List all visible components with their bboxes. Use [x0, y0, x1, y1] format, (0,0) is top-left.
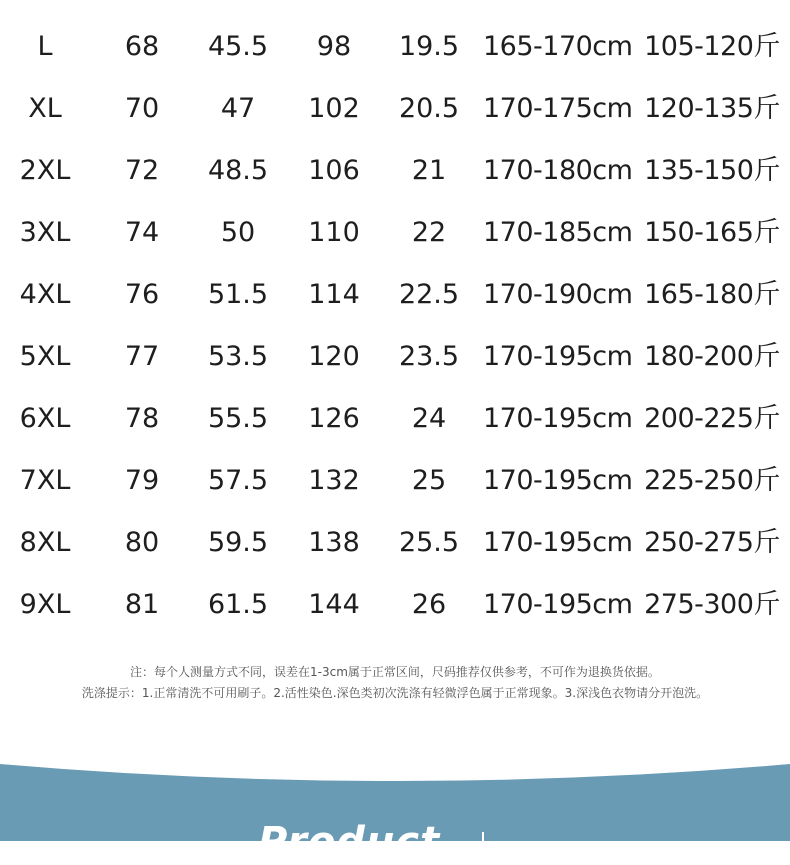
table-cell: 48.5 — [207, 155, 269, 186]
table-cell: 165-170cm — [483, 31, 633, 62]
table-cell: 25 — [411, 465, 447, 496]
table-cell: 98 — [316, 31, 352, 62]
table-cell: L — [37, 31, 53, 62]
table-row — [0, 16, 790, 78]
table-cell: 150-165斤 — [644, 217, 780, 248]
table-row — [0, 574, 790, 636]
table-cell: 170-195cm — [483, 527, 633, 558]
table-cell: 200-225斤 — [644, 403, 780, 434]
table-cell: 76 — [124, 279, 160, 310]
table-cell: 126 — [308, 403, 360, 434]
table-cell: 170-195cm — [483, 341, 633, 372]
table-row — [0, 140, 790, 202]
table-cell: 50 — [220, 217, 256, 248]
table-cell: 53.5 — [207, 341, 269, 372]
table-cell: 170-175cm — [483, 93, 633, 124]
table-cell: 106 — [308, 155, 360, 186]
table-cell: 170-195cm — [483, 465, 633, 496]
table-row — [0, 264, 790, 326]
table-cell: 135-150斤 — [644, 155, 780, 186]
table-cell: 68 — [124, 31, 160, 62]
table-cell: 114 — [308, 279, 360, 310]
table-cell: 170-180cm — [483, 155, 633, 186]
table-row — [0, 450, 790, 512]
washing-tips: 洗涤提示：1.正常清洗不可用刷子。2.活性染色.深色类初次洗涤有轻微浮色属于正常现象。3.深浅色衣物请分开泡洗。 — [81, 686, 709, 700]
table-cell: 25.5 — [398, 527, 460, 558]
table-cell: 81 — [124, 589, 160, 620]
table-cell: 47 — [220, 93, 256, 124]
footer-divider — [482, 832, 484, 844]
table-cell: 225-250斤 — [644, 465, 780, 496]
table-cell: 4XL — [19, 279, 71, 310]
table-cell: 21 — [411, 155, 447, 186]
table-cell: 8XL — [19, 527, 71, 558]
table-cell: 6XL — [19, 403, 71, 434]
table-cell: 138 — [308, 527, 360, 558]
table-cell: 170-195cm — [483, 403, 633, 434]
table-cell: 78 — [124, 403, 160, 434]
table-cell: 250-275斤 — [644, 527, 780, 558]
notes — [0, 662, 790, 704]
table-cell: 22 — [411, 217, 447, 248]
table-cell: 120-135斤 — [644, 93, 780, 124]
footer-title: Product — [258, 819, 441, 865]
table-cell: 180-200斤 — [644, 341, 780, 372]
table-cell: 51.5 — [207, 279, 269, 310]
table-cell: 55.5 — [207, 403, 269, 434]
table-row — [0, 512, 790, 574]
table-row — [0, 326, 790, 388]
table-cell: 165-180斤 — [644, 279, 780, 310]
table-cell: 23.5 — [398, 341, 460, 372]
table-cell: 24 — [411, 403, 447, 434]
table-cell: 26 — [411, 589, 447, 620]
table-cell: 80 — [124, 527, 160, 558]
table-cell: 170-185cm — [483, 217, 633, 248]
size-table — [0, 16, 790, 636]
table-cell: 74 — [124, 217, 160, 248]
table-cell: 57.5 — [207, 465, 269, 496]
table-cell: 144 — [308, 589, 360, 620]
table-cell: 61.5 — [207, 589, 269, 620]
table-cell: 170-190cm — [483, 279, 633, 310]
table-cell: 7XL — [19, 465, 71, 496]
table-cell: 45.5 — [207, 31, 269, 62]
table-cell: 5XL — [19, 341, 71, 372]
table-cell: 105-120斤 — [644, 31, 780, 62]
table-row — [0, 78, 790, 140]
measurement-note: 注：每个人测量方式不同，误差在1-3cm属于正常区间，尺码推荐仅供参考，不可作为退换货依据。 — [130, 665, 660, 679]
table-cell: 120 — [308, 341, 360, 372]
table-row — [0, 388, 790, 450]
table-cell: XL — [28, 93, 62, 124]
table-cell: 72 — [124, 155, 160, 186]
table-cell: 132 — [308, 465, 360, 496]
table-cell: 20.5 — [398, 93, 460, 124]
table-cell: 22.5 — [398, 279, 460, 310]
table-cell: 3XL — [19, 217, 71, 248]
table-cell: 19.5 — [398, 31, 460, 62]
table-cell: 275-300斤 — [644, 589, 780, 620]
table-cell: 102 — [308, 93, 360, 124]
table-cell: 2XL — [19, 155, 71, 186]
table-row — [0, 202, 790, 264]
table-cell: 79 — [124, 465, 160, 496]
table-cell: 9XL — [19, 589, 71, 620]
table-cell: 70 — [124, 93, 160, 124]
table-cell: 59.5 — [207, 527, 269, 558]
table-cell: 170-195cm — [483, 589, 633, 620]
table-cell: 110 — [308, 217, 360, 248]
table-cell: 77 — [124, 341, 160, 372]
